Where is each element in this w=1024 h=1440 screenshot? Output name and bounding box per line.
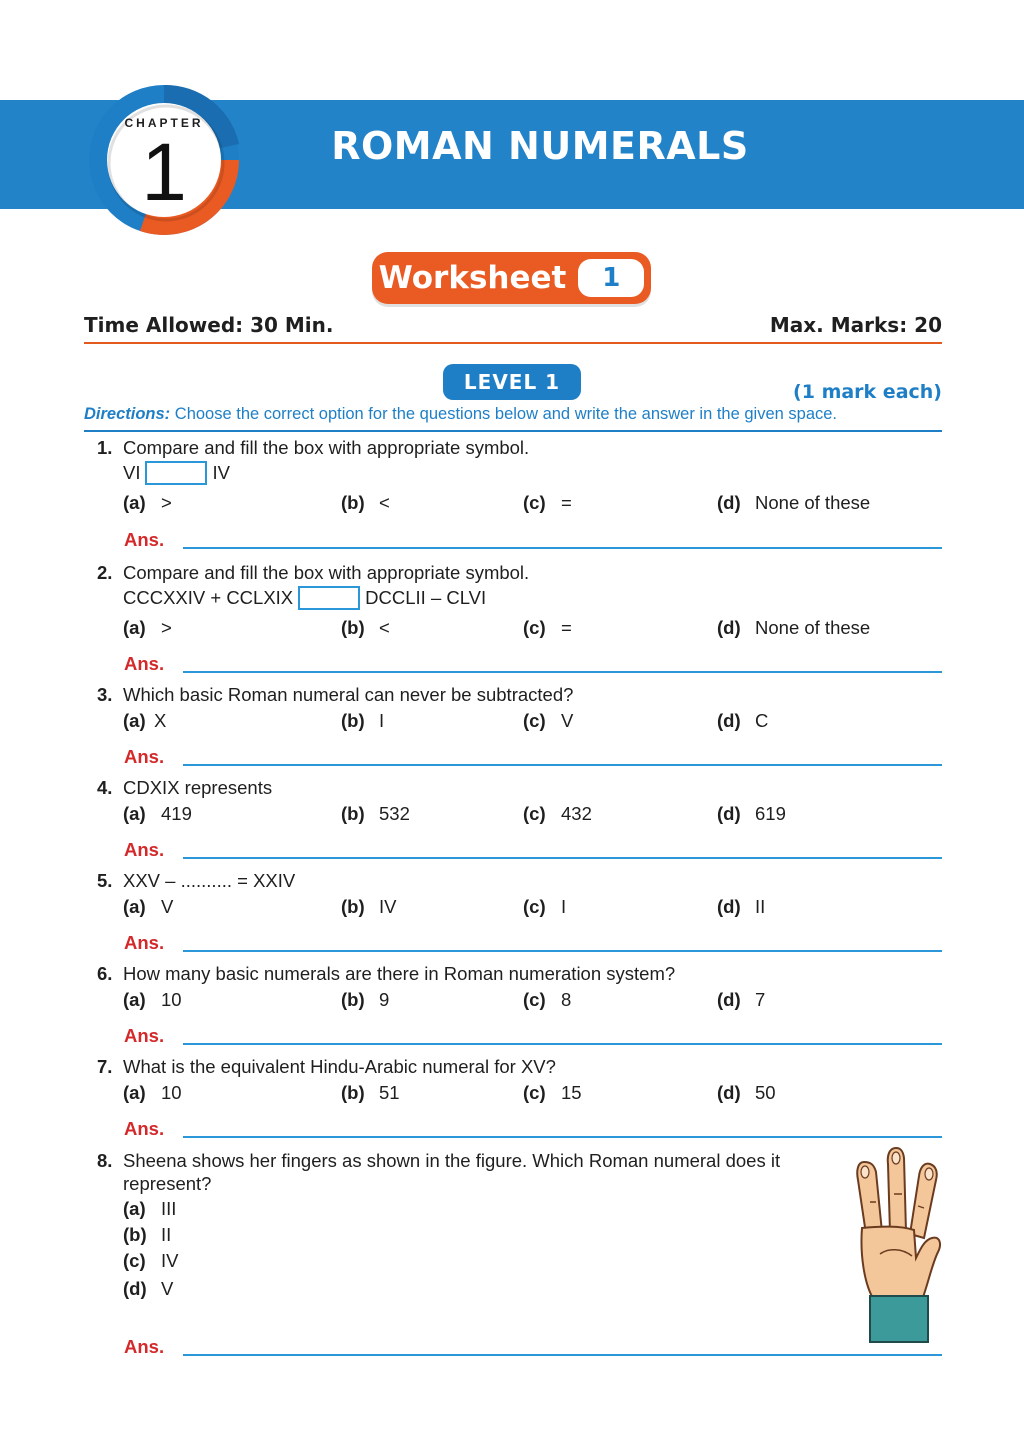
chapter-label: CHAPTER <box>124 116 204 130</box>
answer-label: Ans. <box>124 746 165 767</box>
answer-label: Ans. <box>124 839 165 860</box>
option-a: (a) 10 <box>123 989 182 1010</box>
option-a: (a) > <box>123 617 172 638</box>
answer-label: Ans. <box>124 1118 165 1139</box>
question-text-cont: represent? <box>123 1173 212 1194</box>
directions-text: Choose the correct option for the questions below and write the answer in the given space. <box>174 405 838 423</box>
option-b: (b) 51 <box>341 1082 400 1103</box>
directions <box>84 405 944 424</box>
option-c: (c) I <box>523 896 567 917</box>
answer-box[interactable] <box>145 461 207 485</box>
option-b: (b) < <box>341 617 390 638</box>
three-fingers-hand-icon <box>852 1144 944 1344</box>
meta-row <box>84 313 942 337</box>
option-d: (d) C <box>717 710 769 731</box>
option-c: (c) = <box>523 492 572 513</box>
question-text: Compare and fill the box with appropriate symbol. <box>123 437 530 458</box>
option-d: (d) None of these <box>717 617 871 638</box>
question-text: How many basic numerals are there in Roman numeration system? <box>123 963 676 984</box>
worksheet-badge <box>372 252 651 304</box>
answer-line[interactable] <box>183 764 942 766</box>
comparison-line <box>123 460 230 485</box>
option-d: (d) 50 <box>717 1082 776 1103</box>
chapter-title: ROMAN NUMERALS <box>331 124 749 168</box>
question-8 <box>97 1148 857 1308</box>
answer-label: Ans. <box>124 1336 165 1357</box>
option-a: (a) > <box>123 492 172 513</box>
option-d: (d) II <box>717 896 766 917</box>
answer-label: Ans. <box>124 932 165 953</box>
question-2 <box>97 560 942 640</box>
answer-label: Ans. <box>124 1025 165 1046</box>
question-number: 2. <box>97 562 113 583</box>
option-c: (c) V <box>523 710 574 731</box>
option-a: (a) V <box>123 896 174 917</box>
directions-label: Directions: <box>84 405 171 423</box>
comparison-left: CCCXXIV + CCLXIX <box>123 587 294 608</box>
question-number: 7. <box>97 1056 113 1077</box>
option-c: (c) 15 <box>523 1082 582 1103</box>
answer-label: Ans. <box>124 653 165 674</box>
option-d: (d) 7 <box>717 989 766 1010</box>
question-number: 8. <box>97 1150 113 1171</box>
time-allowed: Time Allowed: 30 Min. <box>84 313 334 337</box>
worksheet-number: 1 <box>578 259 644 297</box>
question-number: 3. <box>97 684 113 705</box>
option-a: (a) III <box>123 1198 177 1219</box>
option-d: (d) None of these <box>717 492 871 513</box>
question-text: CDXIX represents <box>123 777 273 798</box>
question-1 <box>97 435 942 515</box>
divider <box>84 342 942 344</box>
question-3 <box>97 682 942 737</box>
answer-line[interactable] <box>183 1136 942 1138</box>
option-b: (b) IV <box>341 896 397 917</box>
question-5 <box>97 868 942 923</box>
question-7 <box>97 1054 942 1109</box>
option-d: (d) 619 <box>717 803 786 824</box>
option-c: (c) 432 <box>523 803 592 824</box>
max-marks: Max. Marks: 20 <box>769 313 942 337</box>
chapter-number: 1 <box>141 127 187 218</box>
option-c: (c) 8 <box>523 989 572 1010</box>
comparison-line <box>123 585 486 610</box>
divider <box>84 430 942 432</box>
question-number: 1. <box>97 437 113 458</box>
question-text: XXV – .......... = XXIV <box>123 870 296 891</box>
question-4 <box>97 775 942 830</box>
answer-box[interactable] <box>298 586 360 610</box>
marks-note: (1 mark each) <box>793 381 942 403</box>
question-text: Sheena shows her fingers as shown in the figure. Which Roman numeral does it <box>123 1150 781 1171</box>
answer-line[interactable] <box>183 1354 942 1356</box>
question-number: 4. <box>97 777 113 798</box>
chapter-badge <box>80 74 248 246</box>
option-b: (b) < <box>341 492 390 513</box>
comparison-left: VI <box>123 462 141 483</box>
level-badge: LEVEL 1 <box>443 364 581 400</box>
question-text: What is the equivalent Hindu-Arabic numeral for XV? <box>123 1056 556 1077</box>
option-a: (a) X <box>123 710 167 731</box>
option-a: (a) 10 <box>123 1082 182 1103</box>
option-a: (a) 419 <box>123 803 192 824</box>
question-6 <box>97 961 942 1016</box>
answer-label: Ans. <box>124 529 165 550</box>
comparison-right: DCCLII – CLVI <box>365 587 487 608</box>
answer-line[interactable] <box>183 547 942 549</box>
question-number: 6. <box>97 963 113 984</box>
worksheet-label: Worksheet <box>378 260 567 296</box>
answer-line[interactable] <box>183 671 942 673</box>
answer-line[interactable] <box>183 1043 942 1045</box>
option-b: (b) 532 <box>341 803 410 824</box>
option-d: (d) V <box>123 1278 174 1299</box>
question-text: Compare and fill the box with appropriate symbol. <box>123 562 530 583</box>
question-number: 5. <box>97 870 113 891</box>
option-c: (c) = <box>523 617 572 638</box>
answer-line[interactable] <box>183 857 942 859</box>
option-b: (b) 9 <box>341 989 390 1010</box>
question-text: Which basic Roman numeral can never be subtracted? <box>123 684 574 705</box>
comparison-right: IV <box>212 462 230 483</box>
option-b: (b) II <box>123 1224 172 1245</box>
option-c: (c) IV <box>123 1250 179 1271</box>
option-b: (b) I <box>341 710 385 731</box>
answer-line[interactable] <box>183 950 942 952</box>
